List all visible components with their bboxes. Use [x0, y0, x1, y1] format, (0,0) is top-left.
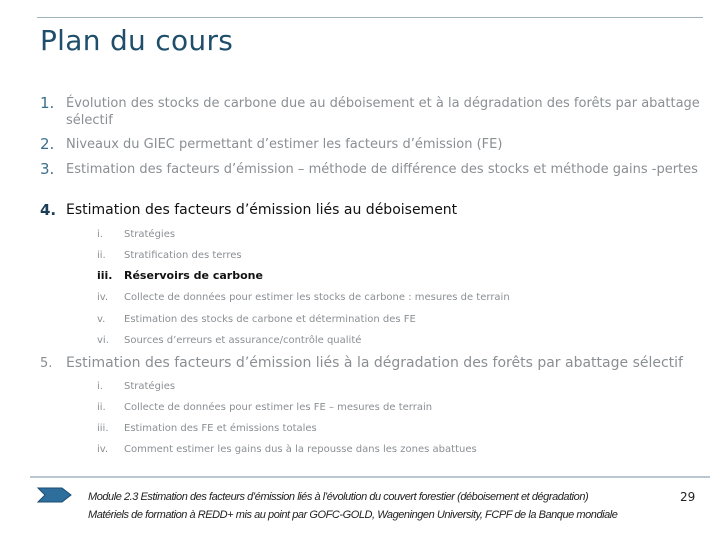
outline-text: Niveaux du GIEC permettant d’estimer les facteurs d’émission (FE) — [66, 137, 503, 152]
subitem-number: i. — [97, 229, 103, 240]
outline-number: 1. — [40, 94, 55, 112]
subitem-number: ii. — [97, 402, 106, 413]
subitem-number: iv. — [97, 444, 109, 455]
subitem-text: Stratification des terres — [124, 250, 242, 261]
subitem-number: iii. — [97, 423, 109, 434]
outline-item-4-current — [40, 202, 700, 219]
outline-text: Évolution des stocks de carbone due au déboisement et à la dégradation des forêts par abattage sélectif — [66, 96, 700, 128]
outline-number: 4. — [40, 201, 57, 219]
chevron-arrow-icon — [36, 486, 74, 504]
subitem-number: iv. — [97, 292, 109, 303]
outline-item-3 — [40, 161, 700, 178]
subitem-text: Sources d’erreurs et assurance/contrôle qualité — [124, 335, 362, 346]
subitem-text: Collecte de données pour estimer les stocks de carbone : mesures de terrain — [124, 292, 510, 303]
footer-citation — [88, 488, 617, 524]
subitem-text: Estimation des stocks de carbone et détermination des FE — [124, 314, 416, 325]
bottom-divider — [30, 476, 710, 478]
subitem-number: iii. — [97, 269, 113, 282]
footer-module-line: Module 2.3 Estimation des facteurs d’émission liés à l’évolution du couvert forestier (déboisement et dégradation) — [88, 491, 589, 503]
subitem-number: vi. — [97, 335, 109, 346]
outline-text: Estimation des facteurs d’émission – méthode de différence des stocks et méthode gains -pertes — [66, 162, 698, 177]
subitem-text: Réservoirs de carbone — [124, 269, 263, 282]
subitem-text: Stratégies — [124, 229, 176, 240]
subitem-text: Stratégies — [124, 381, 176, 392]
page-title: Plan du cours — [40, 24, 234, 57]
subitem-number: ii. — [97, 250, 106, 261]
outline-number: 3. — [40, 160, 55, 178]
subitem-text: Collecte de données pour estimer les FE – mesures de terrain — [124, 402, 433, 413]
footer-credits-line: Matériels de formation à REDD+ mis au point par GOFC-GOLD, Wageningen University, FCPF de la Banque mondiale — [88, 509, 618, 521]
outline-number: 5. — [40, 356, 53, 371]
outline-item-2 — [40, 136, 700, 153]
subitem-number: v. — [97, 314, 106, 325]
outline-item-5 — [40, 355, 700, 372]
subitem-text: Comment estimer les gains dus à la repousse dans les zones abattues — [124, 444, 477, 455]
outline-item-1 — [40, 95, 700, 129]
top-divider — [37, 17, 703, 18]
outline-number: 2. — [40, 135, 55, 153]
subitem-number: i. — [97, 381, 103, 392]
outline-text: Estimation des facteurs d’émission liés au déboisement — [66, 202, 458, 218]
outline-text: Estimation des facteurs d’émission liés à la dégradation des forêts par abattage sélectif — [66, 355, 683, 371]
subitem-text: Estimation des FE et émissions totales — [124, 423, 317, 434]
page-number: 29 — [680, 490, 696, 504]
